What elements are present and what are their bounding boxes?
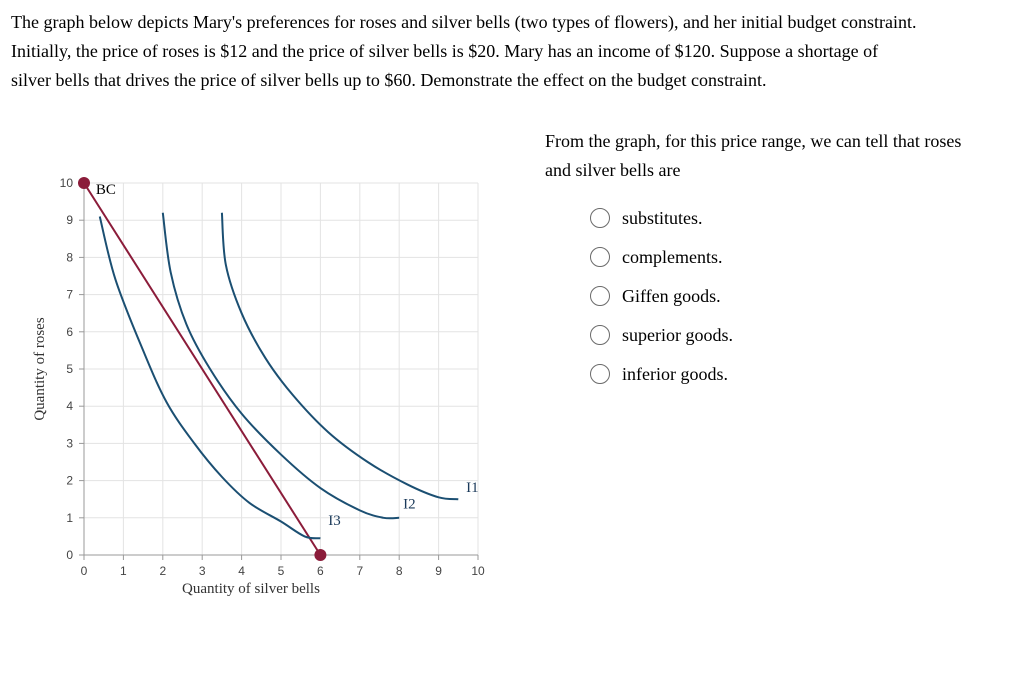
y-tick-label: 4	[66, 399, 73, 414]
x-tick-label: 2	[159, 564, 167, 578]
option-label: Giffen goods.	[622, 285, 721, 306]
x-tick-label: 10	[471, 564, 485, 578]
option-label: substitutes.	[622, 207, 703, 228]
x-tick-label: 6	[317, 564, 324, 578]
x-tick-label: 0	[80, 564, 88, 578]
curve-label-bc: BC	[95, 182, 116, 199]
y-tick-label: 2	[66, 473, 73, 488]
option-substitutes[interactable]	[590, 198, 733, 237]
y-tick-label: 10	[59, 176, 73, 190]
answer-options	[590, 198, 733, 393]
mc-prompt-line-2: and silver bells are	[545, 160, 681, 180]
x-tick-label: 1	[120, 564, 127, 578]
y-tick-label: 3	[66, 436, 73, 451]
option-superior-goods[interactable]	[590, 315, 733, 354]
option-label: superior goods.	[622, 324, 733, 345]
budget-endpoint-silver-bells	[314, 549, 326, 561]
y-tick-label: 0	[66, 548, 73, 562]
option-inferior-goods[interactable]	[590, 354, 733, 393]
radio-button[interactable]	[590, 364, 610, 384]
y-tick-label: 7	[66, 287, 73, 302]
mc-prompt-line-1: From the graph, for this price range, we can tell that roses	[545, 131, 962, 151]
radio-button[interactable]	[590, 325, 610, 345]
radio-button[interactable]	[590, 286, 610, 306]
option-complements[interactable]	[590, 237, 733, 276]
y-tick-label: 8	[66, 250, 73, 265]
x-tick-label: 4	[238, 564, 245, 578]
y-axis-title: Quantity of roses	[32, 317, 48, 421]
option-label: inferior goods.	[622, 363, 728, 384]
multiple-choice-question	[545, 127, 1015, 384]
curve-label-i1: I1	[466, 479, 479, 496]
x-tick-label: 3	[198, 564, 206, 578]
question-line-2: Initially, the price of roses is $12 and the price of silver bells is $20. Mary has an income of $120. Suppose a shortage of	[11, 41, 879, 61]
x-tick-label: 8	[395, 564, 403, 578]
question-line-1: The graph below depicts Mary's preferences for roses and silver bells (two types of flowers), and her initial budget constraint.	[11, 12, 917, 32]
y-tick-label: 5	[66, 362, 73, 376]
y-tick-label: 9	[66, 213, 73, 228]
y-tick-label: 6	[66, 324, 73, 339]
question-line-3: silver bells that drives the price of silver bells up to $60. Demonstrate the effect on the budget constraint.	[11, 70, 767, 90]
curve-label-i2: I2	[403, 496, 416, 513]
indifference-curve-i3	[100, 216, 321, 538]
radio-button[interactable]	[590, 208, 610, 228]
budget-endpoint-roses	[78, 177, 90, 189]
x-axis-title: Quantity of silver bells	[182, 581, 320, 597]
x-tick-label: 5	[277, 564, 285, 578]
curve-label-i3: I3	[328, 513, 341, 530]
option-giffen-goods[interactable]	[590, 276, 733, 315]
y-tick-label: 1	[66, 510, 73, 525]
option-label: complements.	[622, 246, 723, 267]
radio-button[interactable]	[590, 247, 610, 267]
x-tick-label: 9	[435, 564, 442, 578]
x-tick-label: 7	[356, 564, 364, 578]
